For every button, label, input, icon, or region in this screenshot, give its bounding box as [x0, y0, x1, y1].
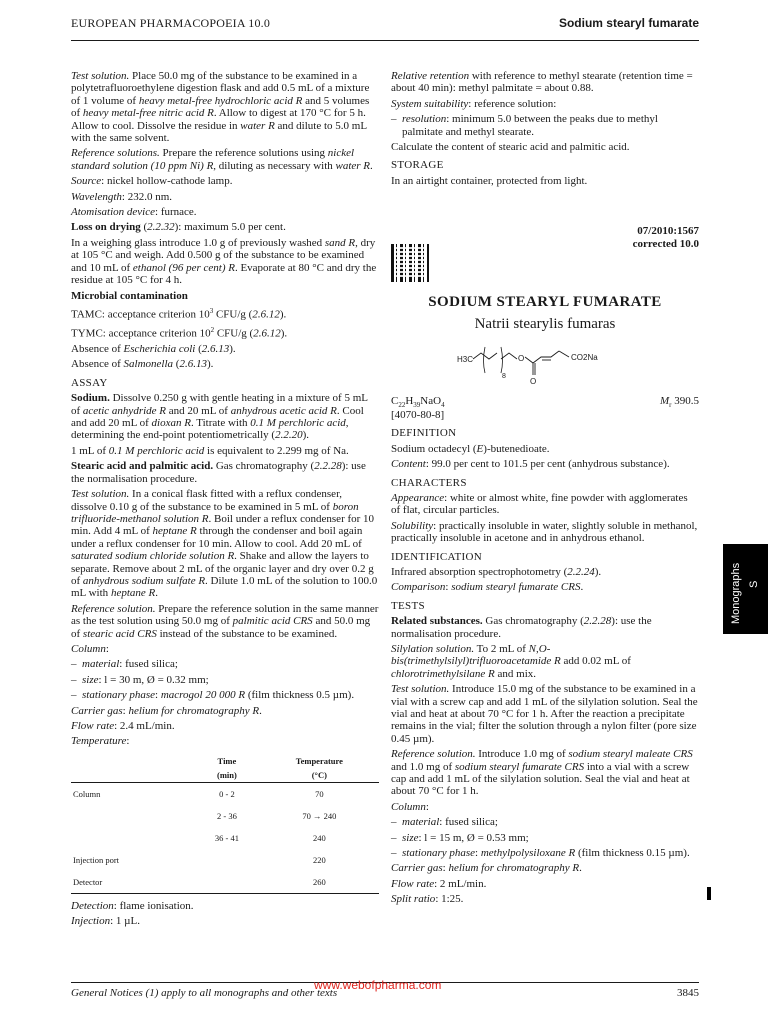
carrier-gas-line [71, 705, 379, 717]
reagent: acetic anhydride R [82, 404, 167, 417]
table-cell-time: 0 - 2 [219, 788, 235, 799]
reagent: saturated sodium chloride solution R [71, 550, 235, 563]
text: ( [173, 358, 180, 371]
left-column [71, 70, 379, 931]
definition-text [391, 443, 699, 455]
label: Silylation solution. [391, 642, 475, 655]
atomisation-line [71, 206, 379, 218]
label: material [82, 658, 120, 671]
sub: 4 [441, 401, 445, 410]
text: is equivalent to 2.299 mg of Na. [204, 444, 349, 457]
reference-solutions-paragraph [71, 147, 379, 172]
label: Solubility [391, 519, 434, 532]
formula-row [391, 395, 699, 409]
reference-corrected: corrected 10.0 [632, 237, 699, 250]
tests-heading: TESTS [391, 599, 425, 612]
detection-line [71, 900, 379, 912]
text: ). [594, 565, 602, 578]
label: Comparison [391, 581, 446, 594]
value: : fused silica; [439, 816, 498, 829]
text: ( [195, 343, 202, 356]
reagent: methylpolysiloxane R [480, 847, 576, 860]
table-header-time: Time [217, 755, 237, 766]
ref: 2.2.24 [567, 565, 595, 578]
table-cell-temp: 260 [260, 871, 379, 894]
text: . Titrate with [190, 417, 251, 430]
carrier-gas-line-right [391, 862, 699, 874]
test-solution-line [391, 683, 699, 745]
silylation-line [391, 643, 699, 680]
reagent: boron trifluoride-methanol solution R [71, 500, 359, 525]
structure-methyl-label: H3C [457, 354, 474, 364]
text: . [580, 581, 584, 594]
appearance-line [391, 492, 699, 517]
label: Flow rate [391, 877, 435, 890]
text: into a vial with a screw cap and add 1 mL of the silylation solution. Seal the vial and heat at about 70 °C for 1 h. [391, 760, 690, 798]
salmonella-line [71, 358, 379, 370]
temperature-table [71, 754, 379, 894]
running-header [71, 16, 699, 36]
text: through the condenser and boil again under a reflux condenser for 10 min. Allow to cool. Add 20 mL of [71, 525, 363, 550]
microbial-heading: Microbial contamination [71, 289, 188, 302]
column-size [71, 674, 379, 686]
table-row [71, 827, 379, 849]
text: . Allow to digest at 170 °C for 5 h. Allow to cool. Dissolve the residue in [71, 107, 366, 132]
value: Introduce 15.0 mg of the substance to be examined in a vial with a screw cap and add 1 mL of the silylation solution. Seal the vial and heat at about 70 °C for 1 h. After the reaction a precipitate remains in the vial; filter the solution through a nylon filter (pore size 0.45 µm). [391, 683, 698, 745]
temperature-heading [71, 735, 379, 747]
sodium-paragraph [71, 392, 379, 442]
table-row [71, 849, 379, 871]
organism: Escherichia coli [123, 343, 196, 356]
characters-heading: CHARACTERS [391, 476, 467, 489]
ref: 2.2.32 [147, 221, 175, 234]
sub: r [669, 401, 672, 410]
text: ). [229, 343, 236, 356]
text: instead of the substance to be examined. [156, 627, 338, 640]
assay-heading: ASSAY [71, 376, 108, 389]
text: ): use the normalisation procedure. [391, 615, 652, 640]
text: ). [279, 308, 287, 321]
reagent: anhydrous acetic acid R [230, 404, 337, 417]
structure-repeat-count: 8 [502, 372, 506, 380]
text: ): use the normalisation procedure. [71, 460, 366, 485]
reagent: sodium stearyl fumarate CRS [451, 581, 581, 594]
label: Content [391, 458, 426, 471]
column-material-right [391, 816, 699, 828]
text: Absence of [71, 343, 124, 356]
table-cell-time: 2 - 36 [216, 810, 237, 821]
value: : practically insoluble in water, slightly soluble in methanol, practically insoluble in acetone and in anhydrous ethanol. [391, 519, 698, 545]
text: TAMC: acceptance criterion 10 [71, 308, 210, 321]
column-heading [71, 643, 379, 655]
value: : reference solution: [468, 97, 557, 110]
label: Sodium. [71, 392, 110, 405]
text: C [391, 394, 399, 407]
text: . [259, 704, 262, 717]
text: . [579, 862, 582, 875]
text: Gas chromatography ( [482, 615, 584, 628]
table-cell-time [194, 849, 259, 871]
sup: 3 [209, 306, 214, 315]
reagent: heavy metal-free hydrochloric acid R [138, 94, 303, 107]
comparison-line [391, 581, 699, 593]
label: Carrier gas [71, 704, 123, 717]
sub: 22 [398, 401, 406, 410]
table-cell-temp: 240 [312, 832, 326, 843]
content-line [391, 458, 699, 470]
reagent: water R [335, 159, 371, 172]
text: : [475, 847, 481, 860]
reagent: nickel standard solution (10 ppm Ni) R [71, 147, 355, 172]
table-header-temp: Temperature [295, 755, 343, 766]
text: : [126, 735, 130, 748]
label: Column [391, 800, 426, 813]
reagent: dioxan R [151, 417, 191, 430]
label: Reference solutions. [71, 147, 160, 160]
monograph-latin-name: Natrii stearylis fumaras [474, 316, 616, 333]
reagent: heptane R [152, 525, 197, 538]
structure-bracket-right [501, 347, 503, 373]
label: M [659, 394, 670, 407]
text: . Dilute 1.0 mL of the solution to 100.0 mL with [71, 574, 378, 600]
text: and dilute to 5.0 mL with the same solvent. [71, 119, 367, 145]
value: : 1:25. [435, 893, 464, 906]
structure-chain [473, 353, 497, 359]
label: Flow rate [71, 720, 115, 732]
label: Related substances. [391, 615, 483, 628]
value: : nickel hollow-cathode lamp. [101, 175, 233, 188]
reference-solution-line [391, 748, 699, 798]
label: stationary phase [402, 847, 476, 860]
tamc-line [71, 305, 379, 321]
side-tab-label: Monographs [730, 562, 742, 624]
text: Prepare the reference solution in the same manner as the test solution using 50.0 mg of [71, 602, 379, 628]
monographs-side-tab [723, 544, 768, 634]
molecular-formula [391, 395, 445, 412]
table-cell-label [71, 805, 194, 827]
text: CFU/g ( [214, 327, 254, 340]
structure-bond [559, 351, 569, 357]
reagent: heavy metal-free nitric acid R [82, 107, 214, 120]
reference-code: 07/2010:1567 [637, 225, 699, 238]
text: CFU/g ( [213, 308, 253, 321]
text: Absence of [71, 358, 124, 371]
watermark-link[interactable]: www.webofpharma.com [314, 978, 442, 992]
table-cell-temp: 220 [312, 854, 326, 865]
text: and 5 volumes of [71, 94, 370, 120]
text: Gas chromatography ( [213, 460, 315, 473]
text: : [122, 704, 129, 717]
text: and 1.0 mg of [391, 760, 455, 773]
test-solution-paragraph [71, 70, 379, 144]
flow-rate-line-right [391, 878, 699, 890]
reagent: anhydrous sodium sulfate R [82, 574, 206, 587]
text: E [476, 442, 484, 455]
flow-rate-line [71, 720, 379, 732]
column-heading-right [391, 801, 699, 813]
text: (film thickness 0.5 µm). [245, 689, 355, 702]
label: size [82, 673, 99, 686]
table-header-blank [71, 754, 194, 768]
text: NaO [420, 394, 442, 407]
text: Prepare the reference solutions using [159, 147, 328, 160]
label: stationary phase [82, 689, 156, 702]
table-header-time-unit: (min) [194, 768, 259, 783]
source-line [71, 175, 379, 187]
header-rule [71, 40, 699, 41]
label: Test solution. [71, 70, 130, 82]
test-solution-2-paragraph [71, 488, 379, 600]
reagent: chlorotrimethylsilane R [391, 667, 495, 680]
monograph-title: SODIUM STEARYL FUMARATE [428, 294, 662, 311]
ecoli-line [71, 343, 379, 355]
label: Temperature [71, 735, 127, 748]
value: : 232.0 nm. [121, 190, 173, 203]
structure-bracket-left [484, 347, 486, 373]
label: Test solution. [391, 683, 450, 696]
table-header-temp-unit: (°C) [260, 768, 379, 783]
label: resolution [402, 113, 447, 126]
change-bar [707, 887, 711, 900]
table-cell-label [71, 827, 194, 849]
ref: 2.6.12 [252, 308, 280, 321]
ref: 2.6.13 [179, 358, 207, 371]
structure-carboxylate-label: CO2Na [571, 352, 598, 362]
reagent: stearic acid CRS [82, 627, 157, 640]
text: , determining the end-point potentiometrically ( [71, 417, 349, 442]
page-number: 3845 [677, 987, 699, 999]
identification-heading: IDENTIFICATION [391, 550, 482, 563]
reagent: water R [240, 119, 275, 132]
table-cell-time [194, 871, 259, 894]
chemical-structure [455, 341, 635, 389]
right-column [391, 70, 699, 909]
value: : 1 µL. [110, 915, 140, 928]
label: Reference solution. [391, 748, 476, 761]
text: , dry at 105 °C and weigh. Add 0.500 g of the substance to be examined and 10 mL of [71, 236, 376, 274]
text: and mix. [494, 667, 537, 680]
column-stationary-phase [71, 689, 379, 701]
definition-heading: DEFINITION [391, 427, 457, 440]
text: : [105, 642, 109, 655]
label: Injection [71, 915, 111, 928]
column-material [71, 658, 379, 670]
reagent: sand R [324, 236, 356, 249]
text: . Evaporate at 80 °C and dry the residue at 105 °C for 4 h. [71, 261, 377, 287]
text: 1 mL of [71, 444, 109, 457]
text: Introduce 1.0 mg of [475, 748, 569, 761]
storage-text: In an airtight container, protected from light. [391, 174, 588, 187]
text: ). [302, 429, 309, 442]
text: Place 50.0 mg of the substance to be examined in a polytetrafluoroethylene digestion flask and add 0.5 mL of a mixture of 1 volume of [71, 70, 370, 107]
label: Split ratio [391, 893, 436, 906]
table-cell-label: Detector [71, 871, 194, 894]
reagent: 0.1 M perchloric acid [108, 444, 205, 457]
reagent: heptane R [110, 587, 156, 600]
ref: 2.2.28 [583, 615, 612, 628]
text: In a weighing glass introduce 1.0 g of previously washed [71, 236, 325, 249]
table-cell-label: Injection port [73, 854, 120, 865]
value: : furnace. [155, 206, 197, 219]
value: : l = 30 m, Ø = 0.32 mm; [98, 673, 209, 686]
monograph-running-title: Sodium stearyl fumarate [558, 16, 699, 30]
text: ). [280, 327, 288, 340]
label: Relative retention [391, 70, 470, 82]
reagent: 0.1 M perchloric acid [250, 417, 346, 430]
text: and 20 mL of [166, 404, 231, 417]
label: Wavelength [71, 190, 122, 203]
ref: 2.6.12 [253, 327, 281, 340]
text: Sodium octadecyl ( [391, 442, 477, 455]
label: Test solution. [71, 488, 130, 501]
publication-title: EUROPEAN PHARMACOPOEIA 10.0 [71, 16, 271, 30]
structure-ester-oxygen: O [518, 353, 525, 363]
table-cell-temp: 70 → 240 [302, 810, 337, 821]
text: )-butenedioate. [483, 442, 550, 455]
text: . Cool and add 20 mL of [71, 404, 364, 430]
structure-chain-2 [501, 353, 517, 359]
label: Column [71, 642, 106, 655]
tymc-line [71, 324, 379, 340]
value: : 2.4 mL/min. [114, 720, 175, 732]
table-header-unit-row [71, 768, 379, 783]
text: . Boil under a reflux condenser for 10 min. Add 4 mL of [71, 512, 375, 538]
text: . Shake and allow the layers to separate. Remove about 2 mL of the organic layer and dry over 0.2 g of [71, 550, 374, 587]
table-row [71, 871, 379, 894]
value: : l = 15 m, Ø = 0.53 mm; [418, 831, 529, 844]
column-size-right [391, 832, 699, 844]
sup: 2 [210, 325, 215, 334]
reagent: sodium stearyl fumarate CRS [454, 760, 585, 773]
text: : [445, 581, 452, 594]
monograph-reference [391, 225, 699, 250]
label: Appearance [391, 491, 445, 504]
label: size [402, 831, 419, 844]
value: : white or almost white, fine powder with agglomerates of flat, circular particles. [391, 491, 688, 517]
label: Source [71, 175, 102, 188]
label: Detection [71, 899, 114, 912]
table-cell-temp: 70 [315, 788, 324, 799]
reagent: palmitic acid CRS [232, 615, 313, 628]
value: : fused silica; [119, 658, 178, 671]
text: ). [206, 358, 214, 371]
structure-carbonyl-oxygen: O [530, 376, 537, 386]
calculate-line: Calculate the content of stearic acid and palmitic acid. [391, 141, 630, 154]
text: Dissolve 0.250 g with gentle heating in a mixture of 5 mL of [71, 392, 368, 417]
value: with reference to methyl stearate (retention time = about 40 min): methyl palmitate = about 0.88. [391, 70, 693, 95]
structure-backbone [525, 351, 559, 363]
ref: 2.2.28 [314, 460, 342, 473]
label: System suitability [391, 97, 469, 110]
wavelength-line [71, 191, 379, 203]
reagent: N,O-bis(trimethylsilyl)trifluoroacetamide R [391, 642, 561, 668]
sub: 39 [413, 401, 421, 410]
reagent: helium for chromatography R [128, 704, 260, 717]
text: : [442, 862, 449, 875]
molecular-mass [660, 395, 699, 412]
label: Reference solution. [71, 602, 156, 615]
label: Stearic acid and palmitic acid. [71, 460, 214, 473]
table-header-row [71, 754, 379, 768]
label: Carrier gas [391, 862, 443, 875]
qr-code-icon [391, 244, 429, 282]
text: : [155, 689, 161, 702]
side-tab-letter: S [748, 580, 760, 588]
table-cell-time: 36 - 41 [214, 832, 239, 843]
footer-notice: General Notices (1) apply to all monographs and other texts [71, 987, 338, 999]
text: . [370, 159, 373, 172]
table-row [71, 782, 379, 805]
solubility-line [391, 520, 699, 545]
text: H [405, 394, 414, 407]
table-row [71, 805, 379, 827]
table-cell-label: Column [73, 788, 101, 799]
organism: Salmonella [123, 358, 174, 371]
loss-on-drying-heading [71, 221, 379, 233]
text: . [155, 587, 158, 600]
reagent: helium for chromatography R [448, 862, 580, 875]
relative-retention-line [391, 70, 699, 95]
reagent: macrogol 20 000 R [160, 689, 246, 702]
value: : minimum 5.0 between the peaks due to methyl palmitate and methyl stearate. [402, 113, 658, 138]
reagent: sodium stearyl maleate CRS [568, 748, 693, 761]
equivalence-line [71, 445, 379, 457]
ref: 2.6.13 [201, 343, 230, 356]
text: ( [140, 221, 148, 234]
text: Infrared absorption spectrophotometry ( [391, 565, 568, 578]
text: In a conical flask fitted with a reflux condenser, dissolve 0.10 g of the substance to be examined in 5 mL of [71, 488, 343, 513]
cas-number: [4070-80-8] [391, 408, 445, 421]
text: , diluting as necessary with [213, 159, 336, 172]
text: To 2 mL of [474, 642, 529, 655]
related-substances-heading [391, 615, 699, 640]
storage-heading: STORAGE [391, 159, 444, 172]
text: (film thickness 0.15 µm). [575, 847, 690, 860]
column-stationary-phase-right [391, 847, 699, 859]
table-header-blank [71, 768, 194, 783]
injection-line [71, 915, 379, 927]
label: Atomisation device [71, 206, 156, 219]
text: and 50.0 mg of [71, 615, 371, 640]
value: 390.5 [671, 394, 699, 407]
loss-on-drying-text [71, 237, 379, 287]
value: : 99.0 per cent to 101.5 per cent (anhydrous substance). [425, 458, 670, 471]
stearic-acid-heading [71, 460, 379, 485]
value: : 2 mL/min. [434, 877, 487, 890]
value: : flame ionisation. [113, 899, 194, 912]
ref: 2.2.20 [275, 429, 303, 442]
text: ): maximum 5.0 per cent. [174, 221, 286, 234]
label: Loss on drying [71, 221, 141, 234]
split-ratio-line [391, 893, 699, 905]
reagent: ethanol (96 per cent) R [132, 261, 235, 274]
reference-solution-2-paragraph [71, 603, 379, 640]
resolution-line [391, 113, 699, 138]
text: add 0.02 mL of [560, 655, 631, 668]
label: material [402, 816, 440, 829]
text: : [425, 800, 429, 813]
system-suitability-line [391, 98, 699, 110]
ir-line [391, 566, 699, 578]
text: TYMC: acceptance criterion 10 [71, 327, 211, 340]
